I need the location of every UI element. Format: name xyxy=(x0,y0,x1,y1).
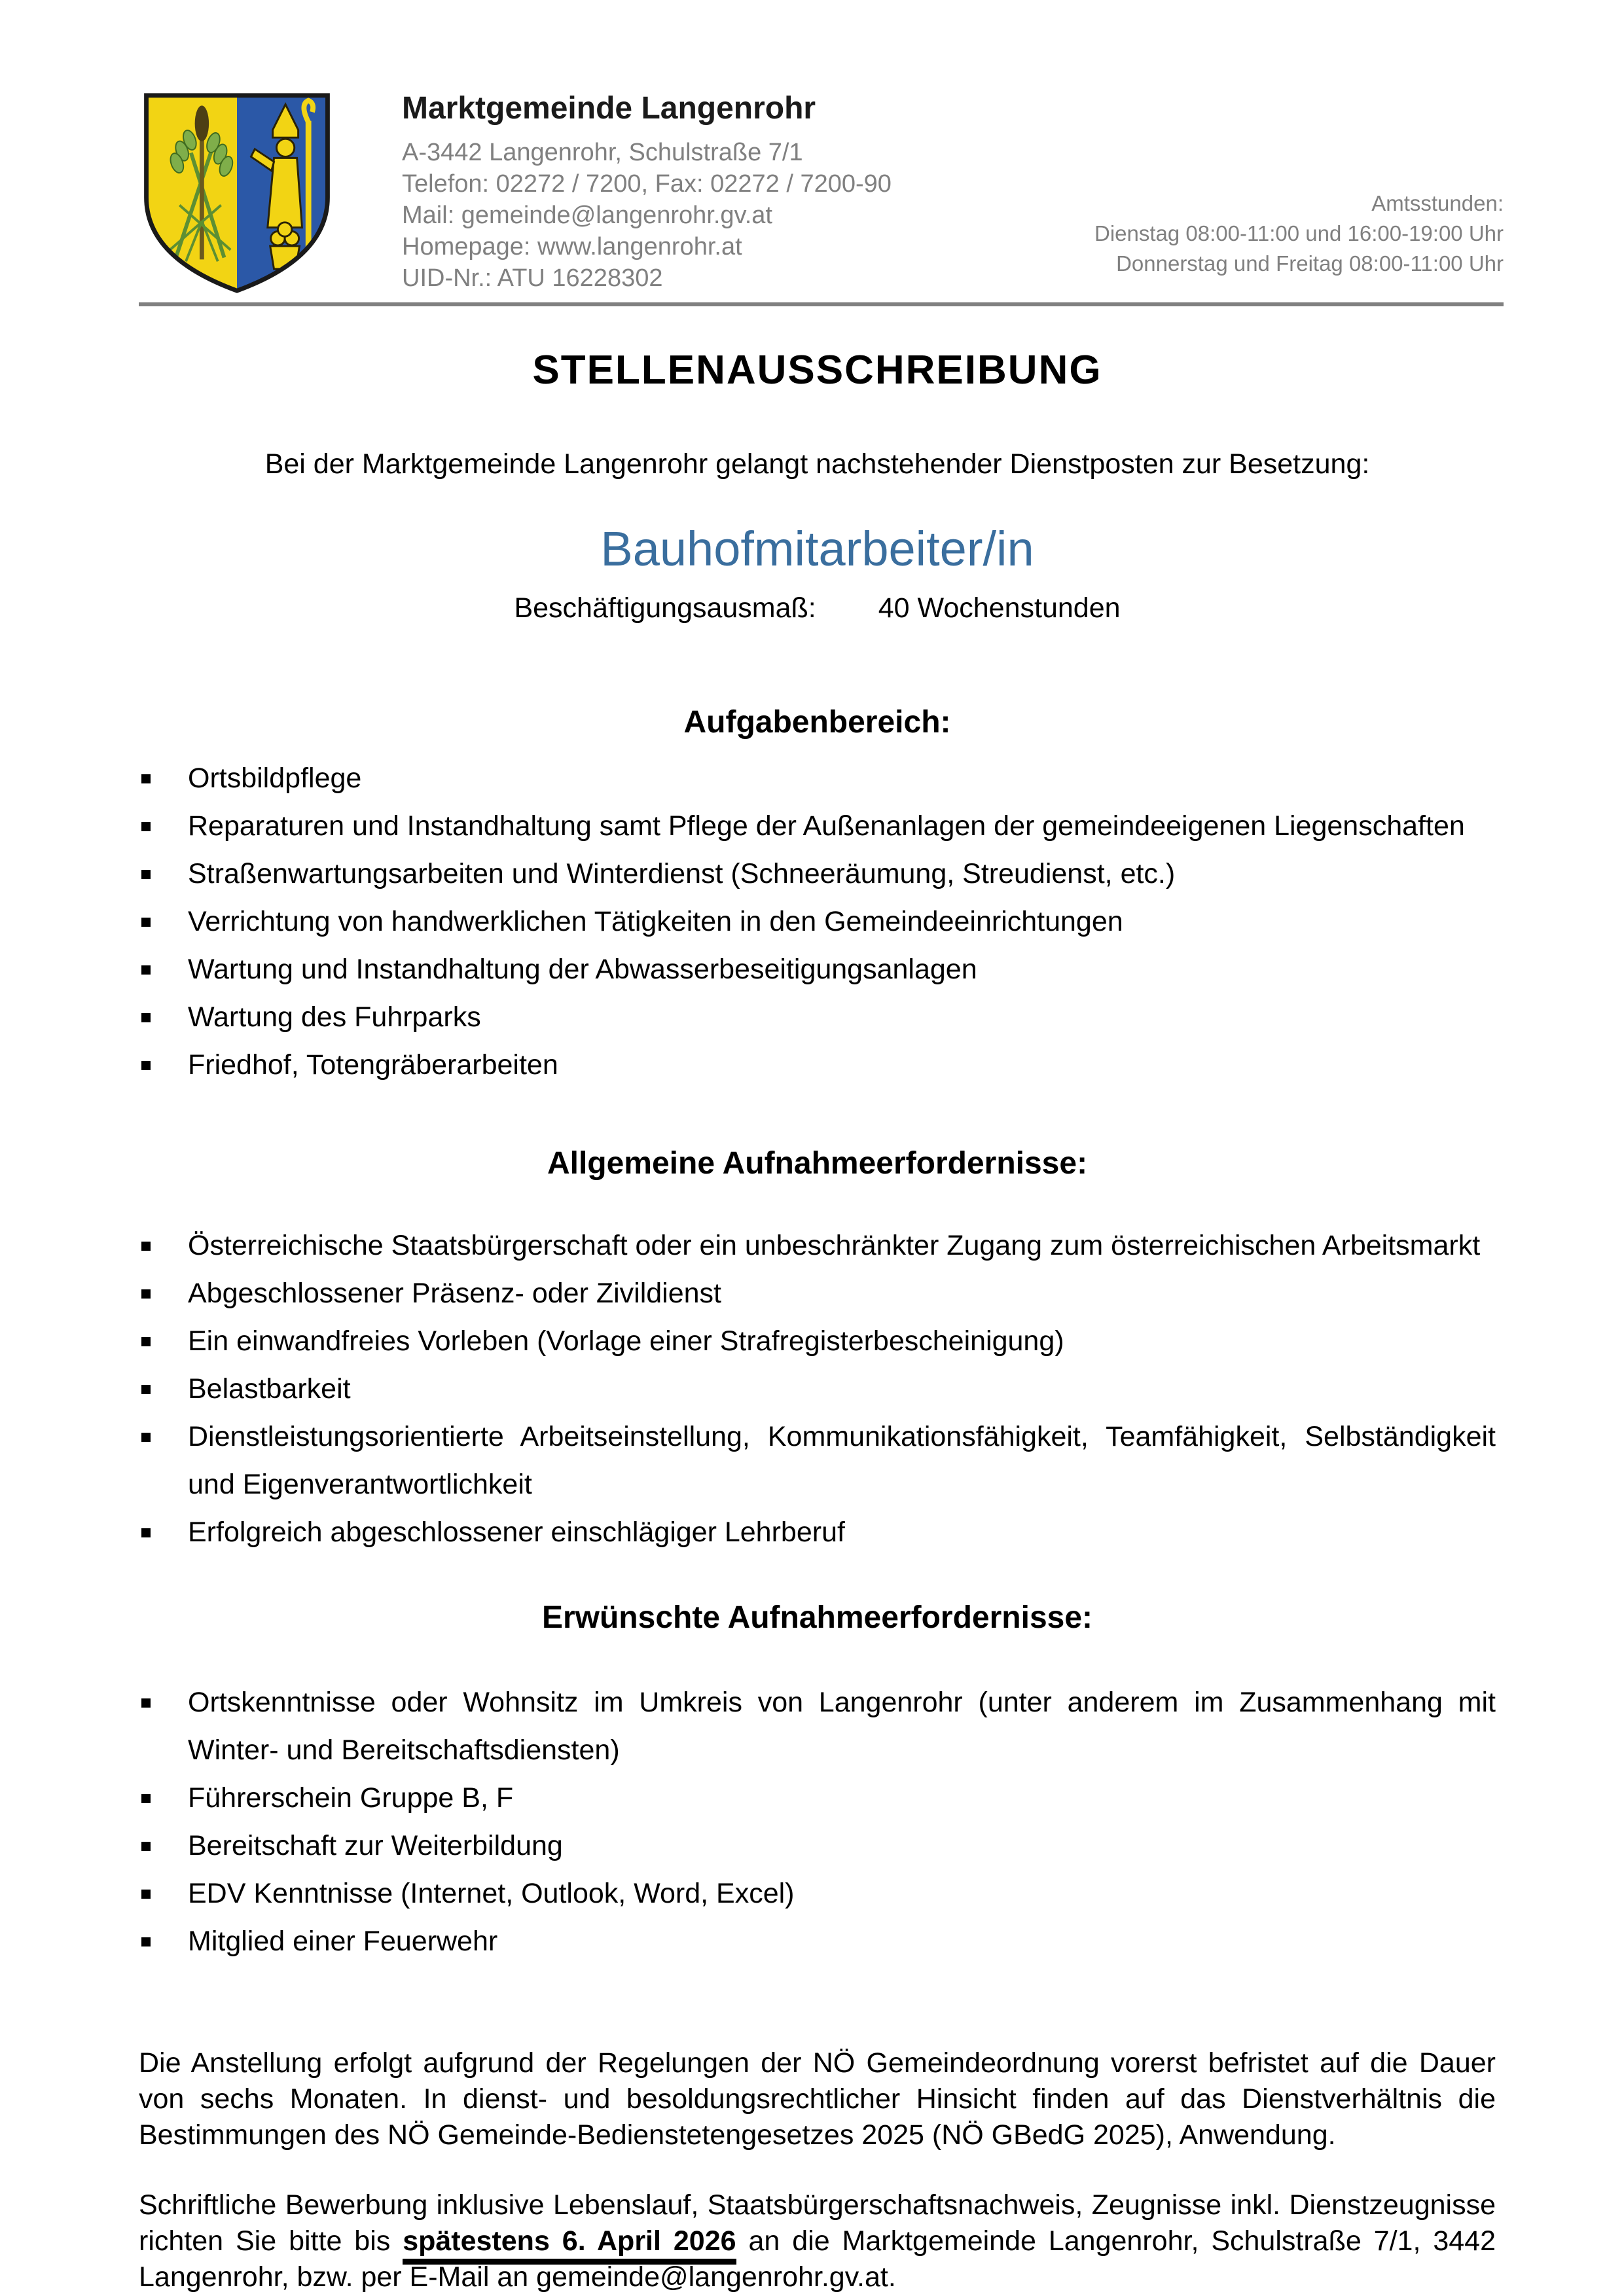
org-mail: Mail: gemeinde@langenrohr.gv.at xyxy=(402,202,772,229)
org-phone-fax: Telefon: 02272 / 7200, Fax: 02272 / 7200-90 xyxy=(402,170,892,198)
bullet-square-icon xyxy=(141,1794,151,1803)
bullet-square-icon xyxy=(141,918,151,927)
office-hours-label: Amtsstunden: xyxy=(1371,191,1504,215)
task-list xyxy=(139,755,1496,1089)
application-text-before-deadline: Schriftliche Bewerbung inklusive Lebenslauf, Staatsbürgerschaftsnachweis, Zeugnisse inkl. Dienstzeugnisse richten Sie bitte bis xyxy=(139,2189,1496,2257)
extent-value: 40 Wochenstunden xyxy=(878,592,1121,624)
org-name: Marktgemeinde Langenrohr xyxy=(402,91,816,126)
bullet-square-icon xyxy=(141,1890,151,1899)
bullet-square-icon xyxy=(141,1698,151,1708)
municipal-coat-of-arms xyxy=(139,90,335,295)
list-item: Erfolgreich abgeschlossener einschlägiger Lehrberuf xyxy=(139,1509,1496,1556)
list-item: Abgeschlossener Präsenz- oder Zivildienst xyxy=(139,1270,1496,1318)
list-item: Verrichtung von handwerklichen Tätigkeiten in den Gemeindeeinrichtungen xyxy=(139,898,1496,946)
bullet-square-icon xyxy=(141,1842,151,1851)
list-item: Wartung und Instandhaltung der Abwasserbeseitigungsanlagen xyxy=(139,946,1496,994)
general-requirements-list xyxy=(139,1222,1496,1556)
bullet-square-icon xyxy=(141,774,151,783)
desired-requirements-list xyxy=(139,1679,1496,1965)
bullet-square-icon xyxy=(141,1013,151,1022)
document-title: STELLENAUSSCHREIBUNG xyxy=(532,348,1102,393)
list-item: Führerschein Gruppe B, F xyxy=(139,1774,1496,1822)
org-uid: UID-Nr.: ATU 16228302 xyxy=(402,264,663,292)
list-item: Wartung des Fuhrparks xyxy=(139,994,1496,1041)
bullet-square-icon xyxy=(141,1289,151,1299)
office-hours-line: Donnerstag und Freitag 08:00-11:00 Uhr xyxy=(1116,251,1504,276)
list-item: EDV Kenntnisse (Internet, Outlook, Word, Excel) xyxy=(139,1870,1496,1918)
list-item: Ein einwandfreies Vorleben (Vorlage einer Strafregisterbescheinigung) xyxy=(139,1318,1496,1365)
org-homepage: Homepage: www.langenrohr.at xyxy=(402,233,742,260)
list-item: Reparaturen und Instandhaltung samt Pflege der Außenanlagen der gemeindeeigenen Liegenschaften xyxy=(139,802,1496,850)
org-address: A-3442 Langenrohr, Schulstraße 7/1 xyxy=(402,139,803,166)
list-item: Österreichische Staatsbürgerschaft oder ein unbeschränkter Zugang zum österreichischen Arbeitsmarkt xyxy=(139,1222,1496,1270)
application-text-after-deadline: an die Marktgemeinde Langenrohr, Schulstraße 7/1, 3442 Langenrohr, bzw. per E-Mail an gemeinde@langenrohr.gv.at. xyxy=(139,2225,1496,2293)
section-heading-desired-requirements: Erwünschte Aufnahmeerfordernisse: xyxy=(541,1600,1093,1635)
document-body xyxy=(0,347,1624,2295)
org-contact-block xyxy=(402,90,892,294)
list-item: Straßenwartungsarbeiten und Winterdienst (Schneeräumung, Streudienst, etc.) xyxy=(139,850,1496,898)
list-item: Bereitschaft zur Weiterbildung xyxy=(139,1822,1496,1870)
list-item: Ortsbildpflege xyxy=(139,755,1496,802)
bullet-square-icon xyxy=(141,1528,151,1537)
office-hours-line: Dienstag 08:00-11:00 und 16:00-19:00 Uhr xyxy=(1094,221,1504,245)
bullet-square-icon xyxy=(141,1337,151,1346)
list-item: Ortskenntnisse oder Wohnsitz im Umkreis von Langenrohr (unter anderem im Zusammenhang mit Winter- und Bereitschaftsdiensten) xyxy=(139,1679,1496,1774)
employment-extent-row xyxy=(139,592,1496,624)
bullet-square-icon xyxy=(141,822,151,831)
bullet-square-icon xyxy=(141,965,151,975)
header-divider xyxy=(139,302,1504,306)
employment-terms-paragraph: Die Anstellung erfolgt aufgrund der Regelungen der NÖ Gemeindeordnung vorerst befristet auf die Dauer von sechs Monaten. In dienst- und besoldungsrechtlicher Hinsicht finden auf das Dienstverhältnis die Bestimmungen des NÖ Gemeinde-Bedienstetengesetzes 2025 (NÖ GBedG 2025), Anwendung. xyxy=(139,2047,1496,2151)
extent-label: Beschäftigungsausmaß: xyxy=(514,592,816,624)
bullet-square-icon xyxy=(141,1385,151,1394)
bullet-square-icon xyxy=(141,1433,151,1442)
section-heading-tasks: Aufgabenbereich: xyxy=(683,705,951,740)
list-item: Friedhof, Totengräberarbeiten xyxy=(139,1041,1496,1089)
list-item: Dienstleistungsorientierte Arbeitseinstellung, Kommunikationsfähigkeit, Teamfähigkeit, Selbständigkeit und Eigenverantwortlichkeit xyxy=(139,1413,1496,1509)
bullet-square-icon xyxy=(141,870,151,879)
job-title: Bauhofmitarbeiter/in xyxy=(600,522,1034,576)
bullet-square-icon xyxy=(141,1061,151,1070)
list-item: Belastbarkeit xyxy=(139,1365,1496,1413)
application-deadline: spätestens 6. April 2026 xyxy=(403,2225,736,2265)
list-item: Mitglied einer Feuerwehr xyxy=(139,1918,1496,1965)
bullet-square-icon xyxy=(141,1242,151,1251)
letterhead xyxy=(0,0,1624,295)
section-heading-general-requirements: Allgemeine Aufnahmeerfordernisse: xyxy=(547,1146,1088,1181)
bullet-square-icon xyxy=(141,1937,151,1946)
intro-line: Bei der Marktgemeinde Langenrohr gelangt nachstehender Dienstposten zur Besetzung: xyxy=(264,448,1370,480)
application-instructions-paragraph xyxy=(139,2187,1496,2295)
office-hours-block xyxy=(1094,188,1504,279)
